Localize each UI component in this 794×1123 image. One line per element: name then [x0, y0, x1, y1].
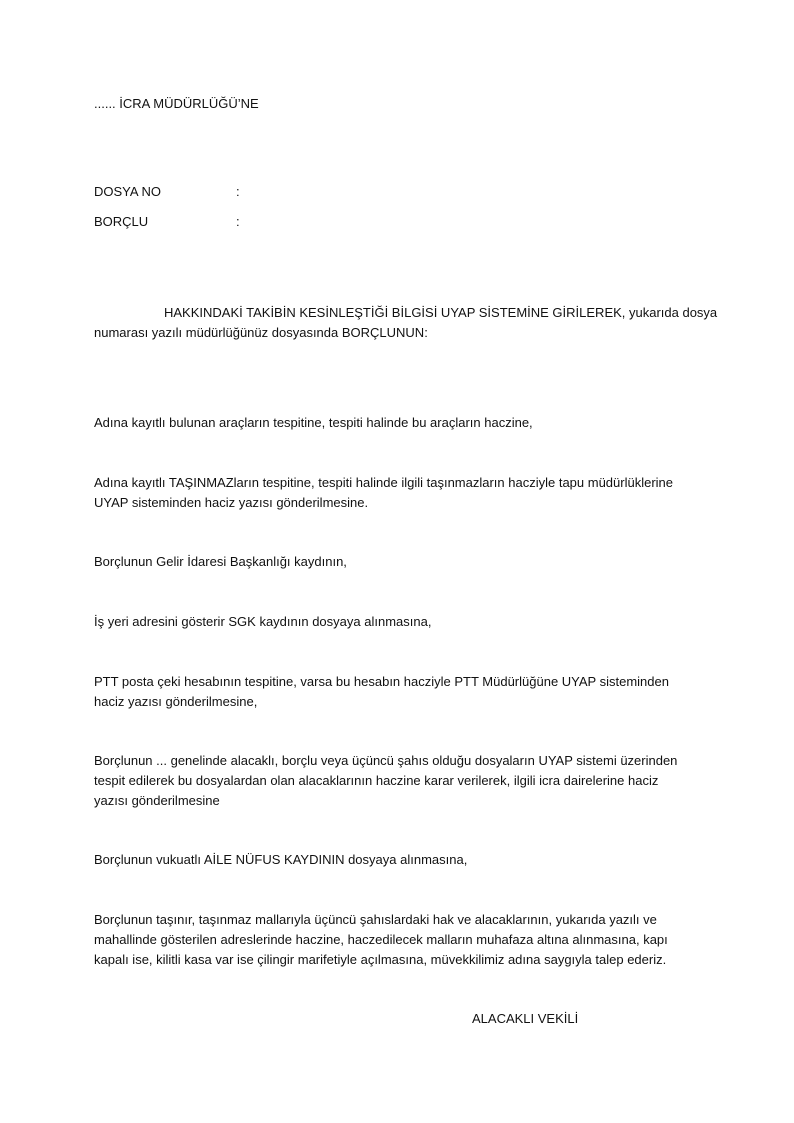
- signature-label: ALACAKLI VEKİLİ: [472, 1011, 579, 1026]
- borclu-separator: :: [236, 214, 240, 229]
- request-line: Borçlunun ... genelinde alacaklı, borçlu veya üçüncü şahıs olduğu dosyaların UYAP sistemi üzerinden: [94, 753, 678, 768]
- request-line: Borçlunun taşınır, taşınmaz mallarıyla üçüncü şahıslardaki hak ve alacaklarının, yukarıda yazılı ve: [94, 912, 657, 927]
- request-line: Adına kayıtlı TAŞINMAZların tespitine, tespiti halinde ilgili taşınmazların hacziyle tapu müdürlüklerine: [94, 475, 674, 490]
- request-line: kapalı ise, kilitli kasa var ise çilingir marifetiyle açılmasına, müvekkilimiz adına saygıyla talep ederiz.: [94, 952, 667, 967]
- request-line: tespit edilerek bu dosyalardan olan alacaklarının haczine karar verilerek, ilgili icra dairelerine haciz: [94, 773, 659, 788]
- request-line: Borçlunun Gelir İdaresi Başkanlığı kaydının,: [94, 554, 347, 569]
- request-line: UYAP sisteminden haciz yazısı gönderilmesine.: [94, 495, 369, 510]
- request-line: yazısı gönderilmesine: [94, 793, 220, 808]
- request-line: İş yeri adresini gösterir SGK kaydının dosyaya alınmasına,: [94, 614, 432, 629]
- intro-line-1: HAKKINDAKİ TAKİBİN KESİNLEŞTİĞİ BİLGİSİ UYAP SİSTEMİNE GİRİLEREK, yukarıda dosya: [164, 305, 718, 320]
- request-line: haciz yazısı gönderilmesine,: [94, 694, 258, 709]
- request-line: PTT posta çeki hesabının tespitine, varsa bu hesabın hacziyle PTT Müdürlüğüne UYAP sisteminden: [94, 674, 669, 689]
- dosya-no-label: DOSYA NO: [94, 184, 161, 199]
- addressee-heading: ...... İCRA MÜDÜRLÜĞÜ’NE: [94, 96, 259, 111]
- borclu-label: BORÇLU: [94, 214, 149, 229]
- request-line: mahallinde gösterilen adreslerinde haczine, haczedilecek malların muhafaza altına alınmasına, kapı: [94, 932, 668, 947]
- intro-line-2: numarası yazılı müdürlüğünüz dosyasında BORÇLUNUN:: [94, 325, 428, 340]
- dosya-no-separator: :: [236, 184, 240, 199]
- request-line: Borçlunun vukuatlı AİLE NÜFUS KAYDININ dosyaya alınmasına,: [94, 852, 468, 867]
- request-line: Adına kayıtlı bulunan araçların tespitine, tespiti halinde bu araçların haczine,: [94, 415, 533, 430]
